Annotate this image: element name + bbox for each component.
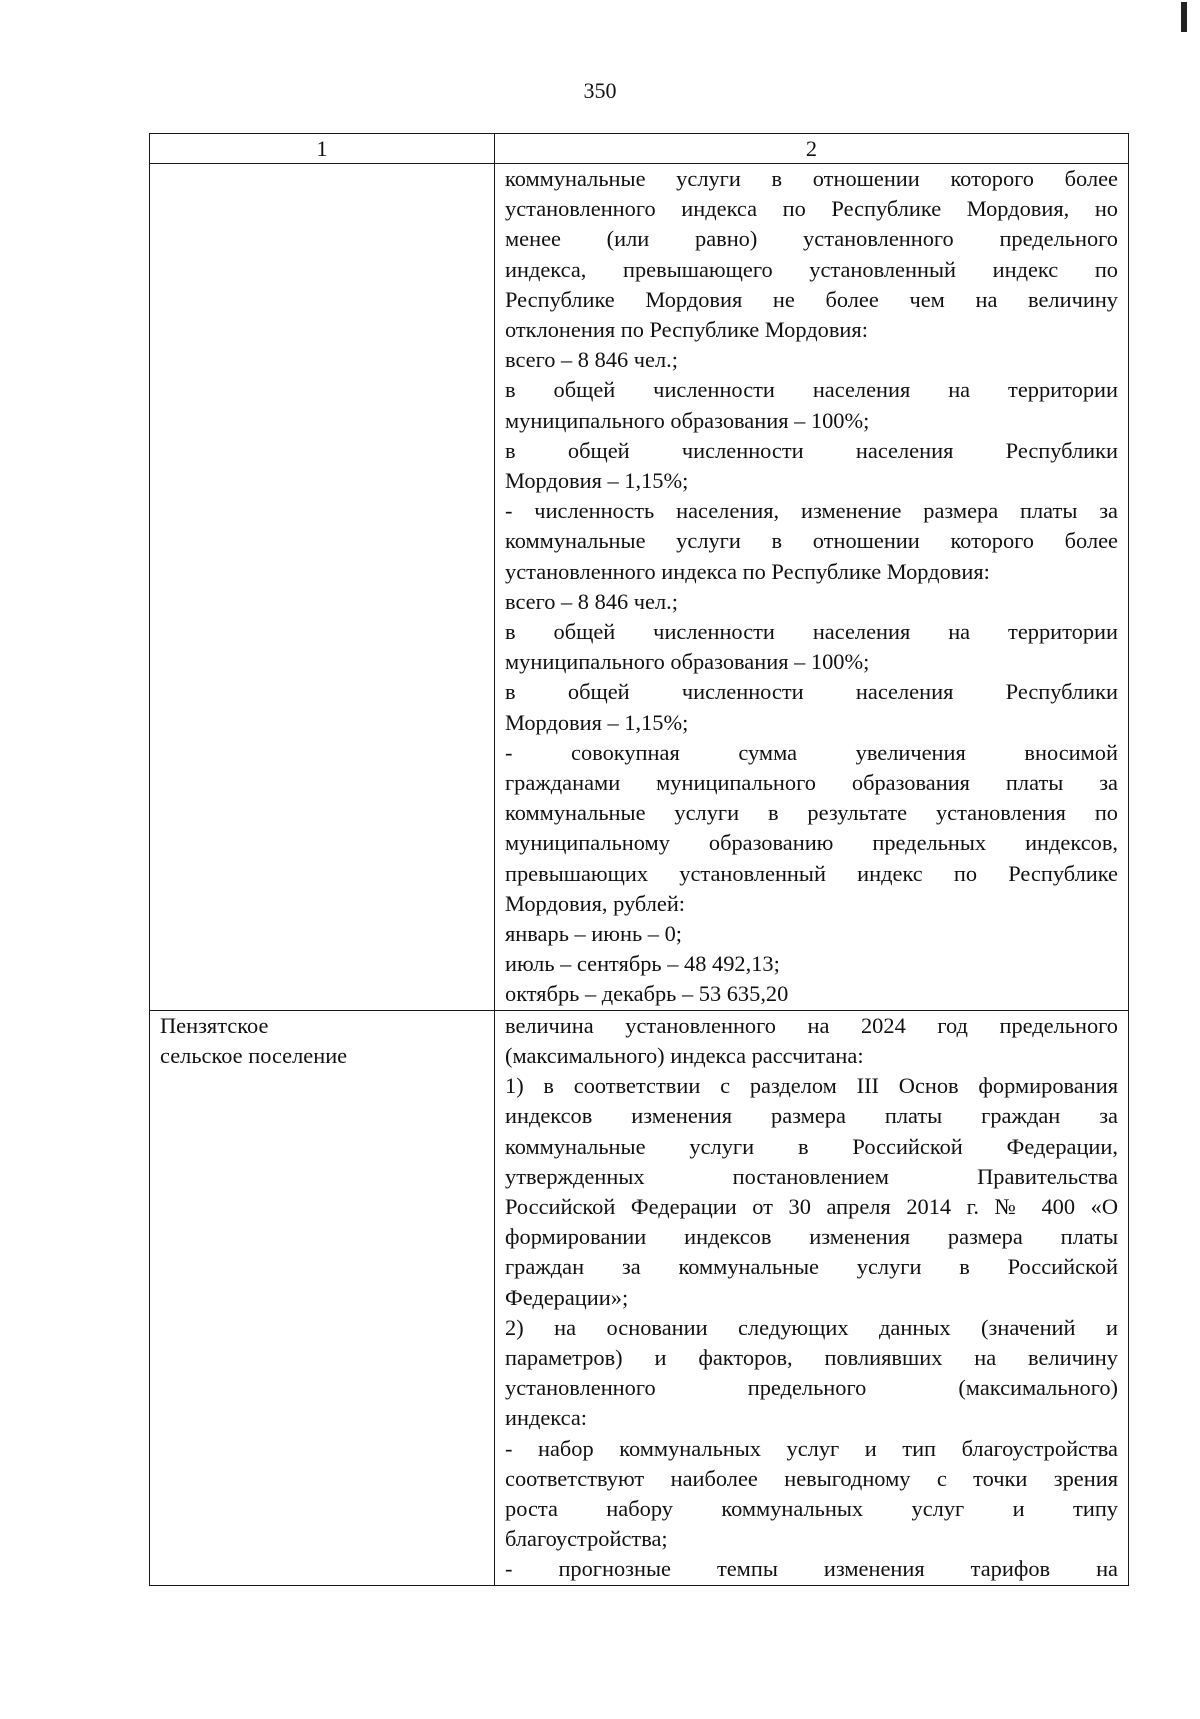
- table-header-row: [150, 134, 1129, 164]
- text-line: коммунальные услуги в отношении которого более: [505, 166, 1118, 191]
- text-line: в общей численности населения на территории: [505, 377, 1118, 403]
- text-line: - численность населения, изменение размера платы за: [505, 498, 1118, 524]
- description-cell: [495, 164, 1129, 1011]
- text-line: октябрь – декабрь – 53 635,20: [505, 981, 789, 1007]
- text-line: Российской Федерации от 30 апреля 2014 г. № 400 «О: [505, 1193, 1118, 1219]
- text-line: установленного индекса по Республике Мордовия, но: [505, 196, 1118, 222]
- text-line: в общей численности населения Республики: [505, 679, 1118, 705]
- territory-name-cell: [150, 164, 495, 1011]
- text-line: - прогнозные темпы изменения тарифов на: [505, 1556, 1118, 1582]
- text-line: Мордовия – 1,15%;: [505, 468, 689, 494]
- text-line: сельское поселение: [160, 1042, 348, 1068]
- text-line: коммунальные услуги в отношении которого более: [505, 528, 1118, 554]
- text-line: Мордовия, рублей:: [505, 890, 686, 916]
- table-row: [150, 1010, 1129, 1585]
- page-number: 350: [583, 78, 617, 103]
- text-line: муниципального образования – 100%;: [505, 649, 870, 675]
- text-line: соответствуют наиболее невыгодному с точки зрения: [505, 1465, 1118, 1491]
- table-body: [150, 164, 1129, 1586]
- text-line: муниципального образования – 100%;: [505, 407, 870, 433]
- text-line: гражданами муниципального образования платы за: [505, 770, 1118, 796]
- text-line: коммунальные услуги в Российской Федерации,: [505, 1133, 1118, 1159]
- text-line: установленного индекса по Республике Мордовия:: [505, 558, 990, 584]
- text-line: утвержденных постановлением Правительства: [505, 1163, 1118, 1189]
- text-line: 2) на основании следующих данных (значений и: [505, 1314, 1118, 1340]
- text-line: индексов изменения размера платы граждан за: [505, 1103, 1118, 1129]
- text-line: Мордовия – 1,15%;: [505, 709, 689, 735]
- text-line: муниципальному образованию предельных индексов,: [505, 830, 1118, 856]
- text-line: индекса:: [505, 1405, 587, 1431]
- column-header-2: 2: [495, 134, 1129, 164]
- text-line: январь – июнь – 0;: [505, 921, 683, 947]
- text-line: параметров) и факторов, повлиявших на величину: [505, 1344, 1118, 1370]
- text-line: Республике Мордовия не более чем на величину: [505, 286, 1118, 312]
- text-line: в общей численности населения на территории: [505, 619, 1118, 645]
- text-line: граждан за коммунальные услуги в Российской: [505, 1254, 1118, 1280]
- text-line: всего – 8 846 чел.;: [505, 588, 678, 614]
- text-line: июль – сентябрь – 48 492,13;: [505, 951, 780, 977]
- text-line: - набор коммунальных услуг и тип благоустройства: [505, 1435, 1118, 1461]
- description-cell: [495, 1010, 1129, 1585]
- text-line: величина установленного на 2024 год предельного: [505, 1012, 1118, 1038]
- text-line: установленного предельного (максимального): [505, 1375, 1118, 1401]
- text-line: Федерации»;: [505, 1284, 629, 1310]
- text-line: менее (или равно) установленного предельного: [505, 226, 1118, 252]
- text-line: всего – 8 846 чел.;: [505, 347, 678, 373]
- text-line: - совокупная сумма увеличения вносимой: [505, 739, 1118, 765]
- text-line: индекса, превышающего установленный индекс по: [505, 256, 1118, 282]
- text-line: благоустройства;: [505, 1526, 668, 1552]
- text-line: формировании индексов изменения размера платы: [505, 1224, 1118, 1250]
- text-line: коммунальные услуги в результате установления по: [505, 800, 1118, 826]
- table-row: [150, 164, 1129, 1011]
- scan-edge-mark: [1181, 2, 1187, 32]
- territory-name-cell: [150, 1010, 495, 1585]
- text-line: (максимального) индекса рассчитана:: [505, 1042, 864, 1068]
- text-line: превышающих установленный индекс по Республике: [505, 860, 1118, 886]
- text-line: Пензятское: [160, 1012, 269, 1038]
- text-line: в общей численности населения Республики: [505, 437, 1118, 463]
- column-header-1: 1: [150, 134, 495, 164]
- document-table: [149, 133, 1129, 1586]
- text-line: отклонения по Республике Мордовия:: [505, 317, 868, 343]
- text-line: роста набору коммунальных услуг и типу: [505, 1495, 1118, 1521]
- text-line: 1) в соответствии с разделом III Основ формирования: [505, 1073, 1118, 1099]
